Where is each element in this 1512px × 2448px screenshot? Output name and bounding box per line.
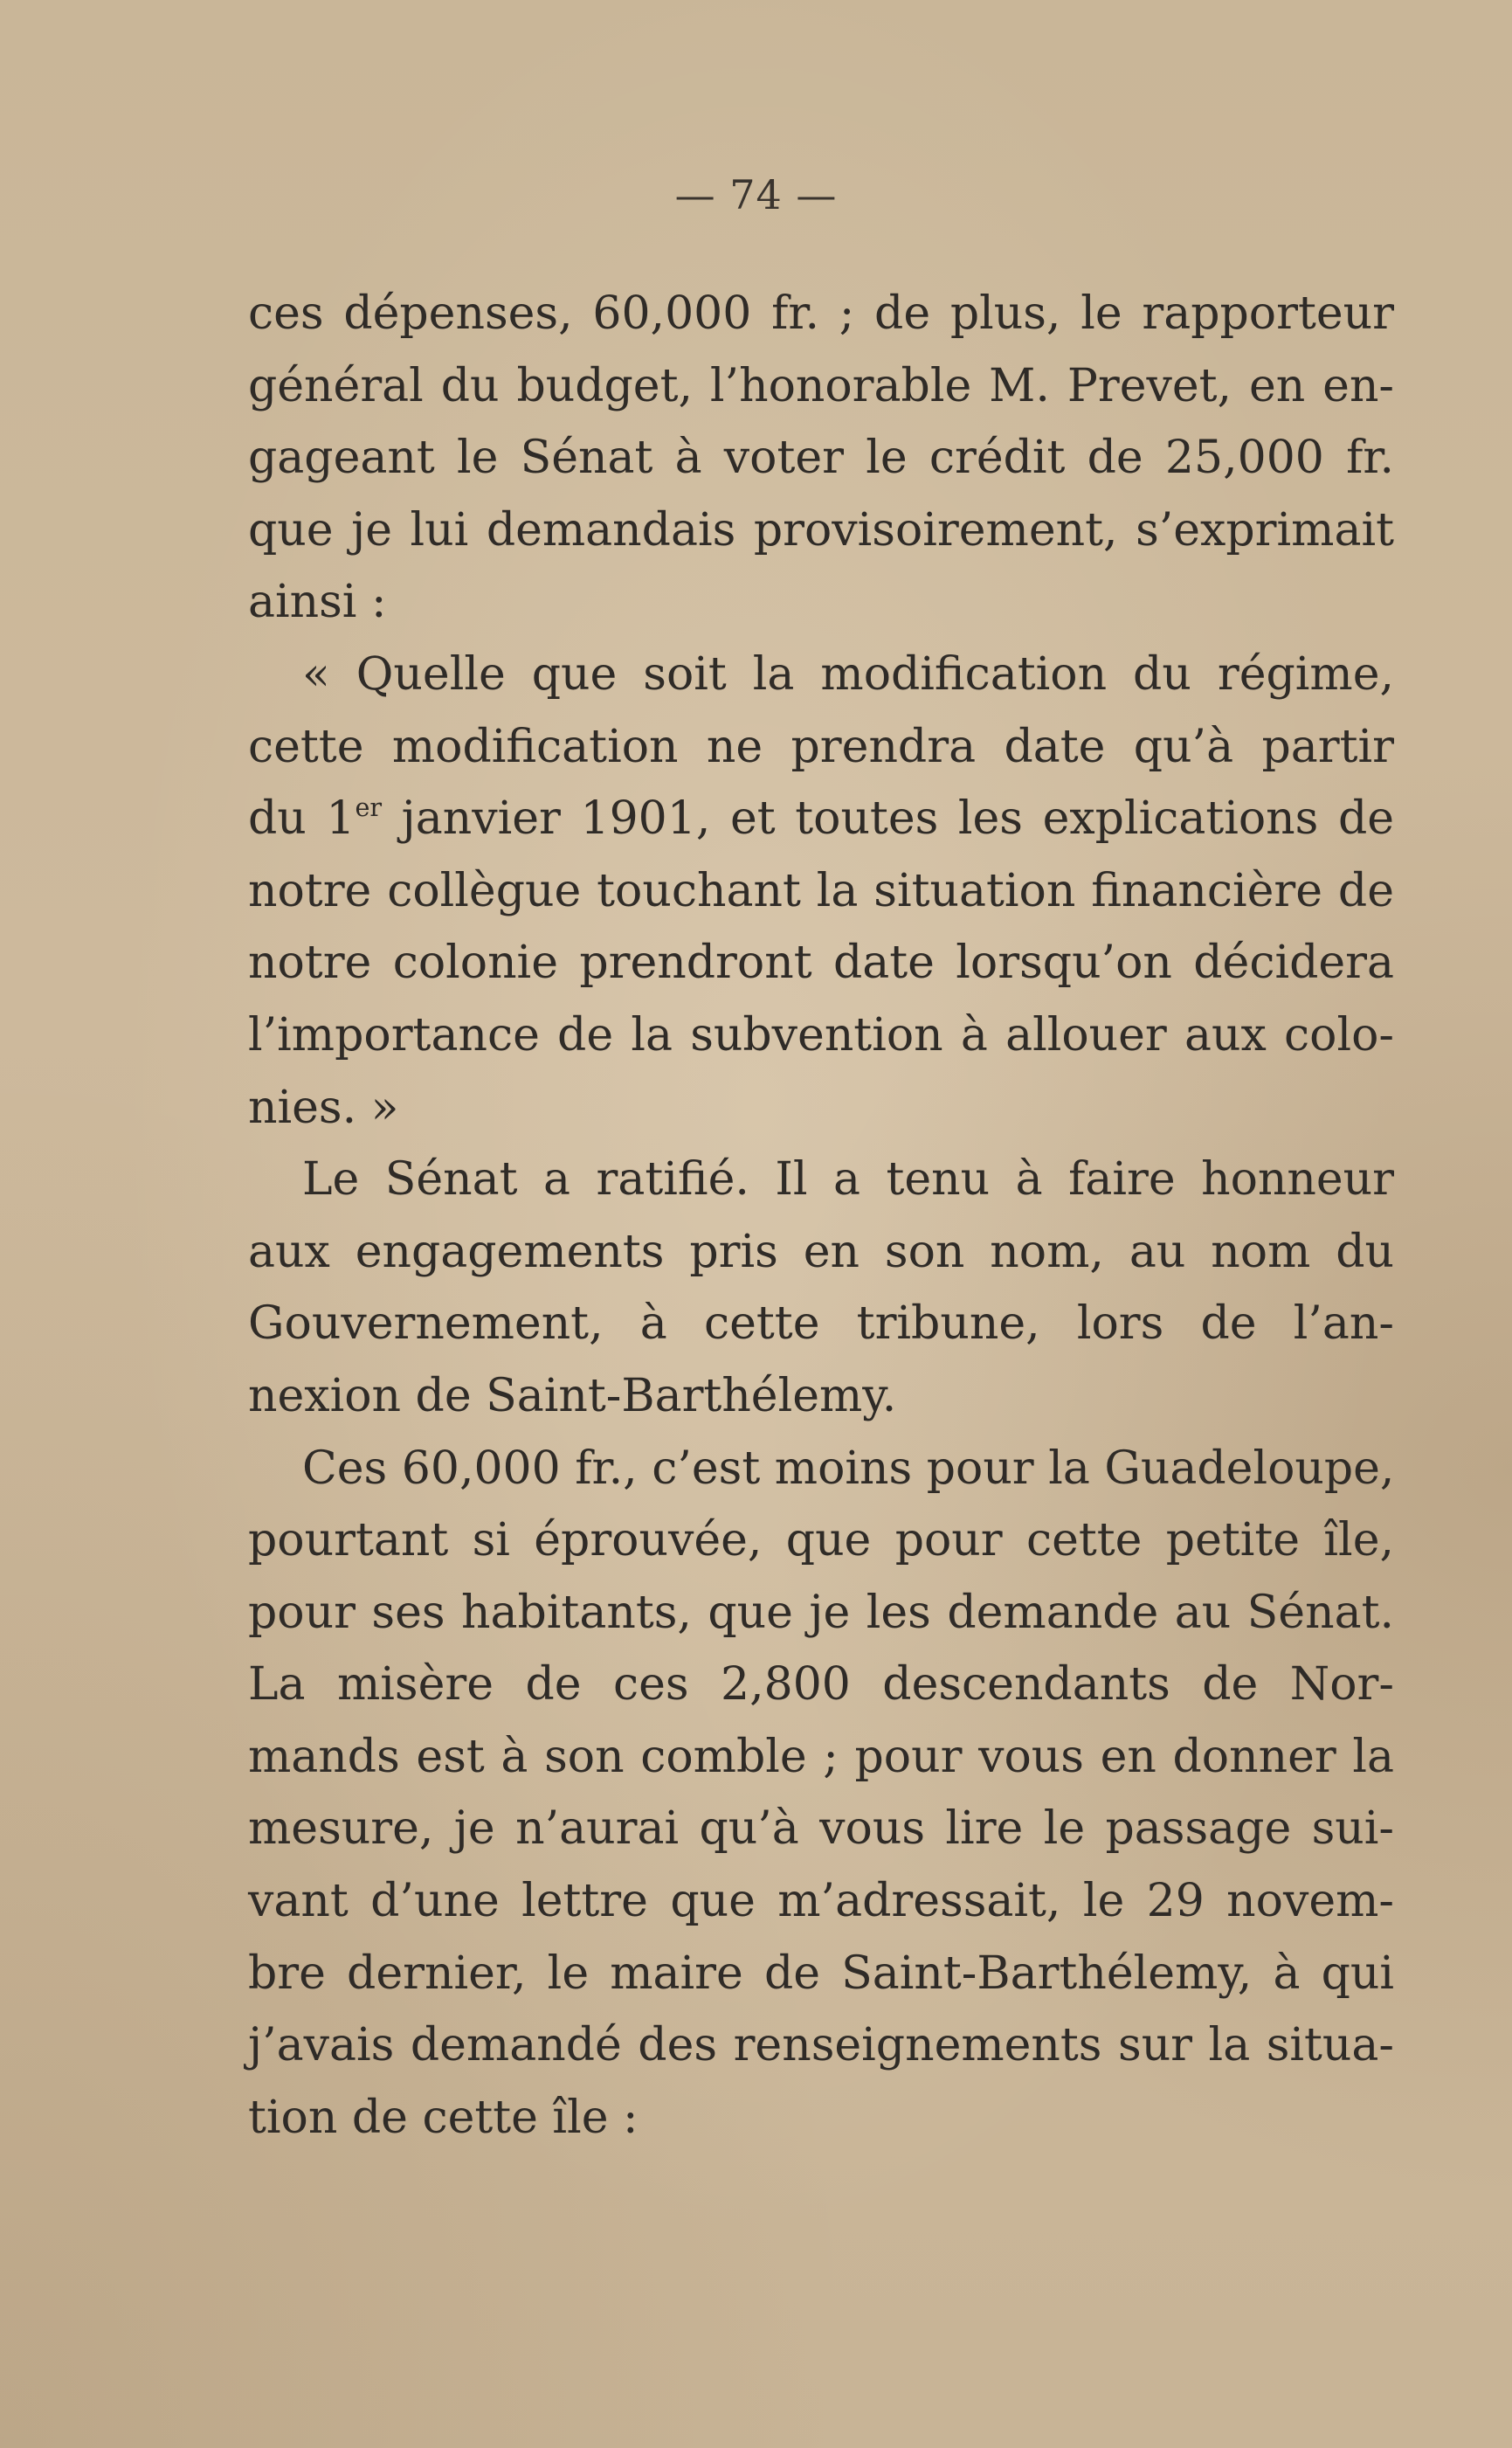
page-number: — 74 —	[674, 171, 838, 218]
text-line: général du budget, l’honorable M. Prevet, en en-	[248, 359, 1394, 412]
text-line: « Quelle que soit la modification du régime,	[302, 647, 1394, 701]
text-line: Le Sénat a ratifié. Il a tenu à faire honneur	[302, 1153, 1394, 1207]
text-line: nies. »	[248, 1081, 399, 1134]
text-line: aux engagements pris en son nom, au nom du	[248, 1225, 1394, 1278]
text-line: ces dépenses, 60,000 fr. ; de plus, le rapporteur	[248, 287, 1394, 340]
text-line: bre dernier, le maire de Saint-Barthélemy, à qui	[248, 1947, 1394, 2000]
text-line: tion de cette île :	[248, 2091, 639, 2144]
text-line: Gouvernement, à cette tribune, lors de l’an-	[248, 1297, 1394, 1351]
text-line: ainsi :	[248, 576, 387, 629]
text-line: pourtant si éprouvée, que pour cette petite île,	[248, 1514, 1394, 1567]
text-line: vant d’une lettre que m’adressait, le 29 novem-	[248, 1875, 1394, 1928]
text-line: mesure, je n’aurai qu’à vous lire le passage sui-	[248, 1802, 1394, 1856]
text-line: mands est à son comble ; pour vous en donner la	[248, 1730, 1394, 1783]
ordinal-superscript: er	[355, 792, 383, 823]
text-line: nexion de Saint-Barthélemy.	[248, 1369, 897, 1422]
text-line: notre collègue touchant la situation financière de	[248, 864, 1394, 917]
text-fragment: janvier 1901, et toutes les explications de	[382, 792, 1395, 846]
text-line: Ces 60,000 fr., c’est moins pour la Guadeloupe,	[302, 1442, 1395, 1495]
text-line: gageant le Sénat à voter le crédit de 25,000 fr.	[248, 432, 1394, 485]
text-fragment: du 1	[248, 792, 356, 846]
text-line: j’avais demandé des renseignements sur la situa-	[248, 2019, 1394, 2072]
text-line: La misère de ces 2,800 descendants de Nor-	[248, 1658, 1394, 1712]
text-line: pour ses habitants, que je les demande au Sénat.	[248, 1586, 1394, 1639]
body-text	[248, 278, 1394, 2154]
text-line	[248, 783, 1394, 855]
text-line: que je lui demandais provisoirement, s’exprimait	[248, 503, 1394, 557]
text-line: cette modification ne prendra date qu’à partir	[248, 720, 1394, 773]
text-line: notre colonie prendront date lorsqu’on décidera	[248, 937, 1394, 990]
text-line: l’importance de la subvention à allouer aux colo-	[248, 1008, 1394, 1061]
